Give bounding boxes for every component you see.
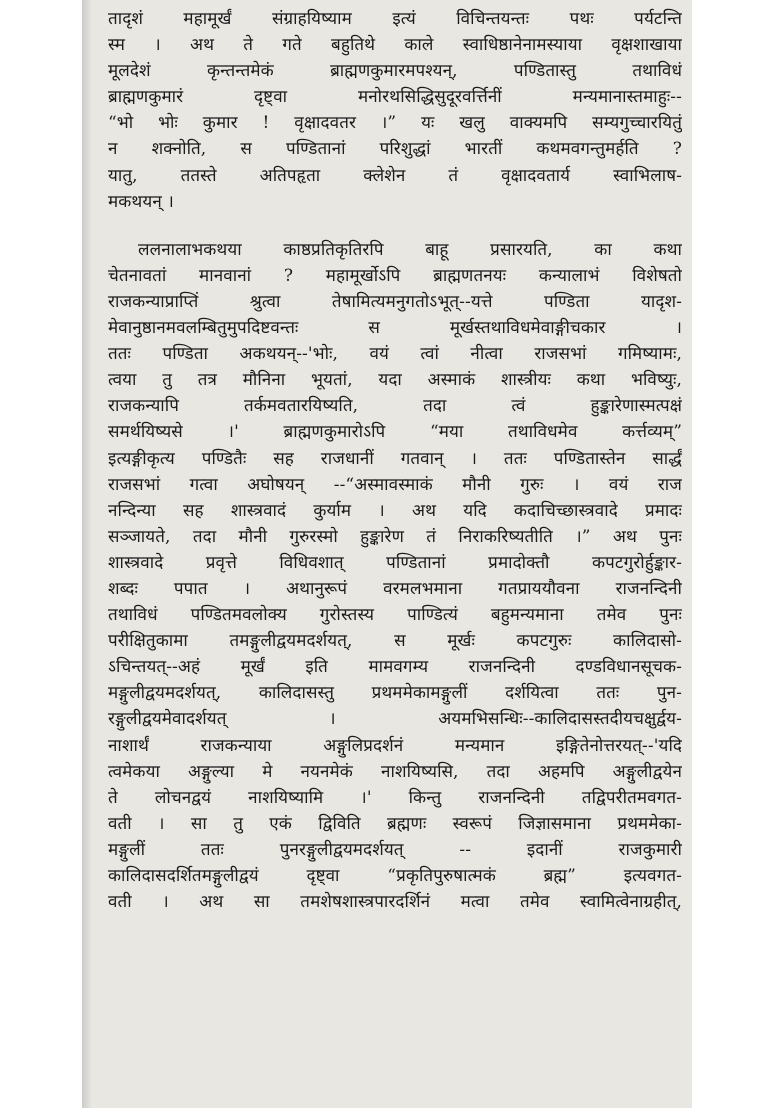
paragraph-2 xyxy=(108,237,682,915)
text-line: ललनालाभकथया काष्ठप्रतिकृतिरपि बाहू प्रसारयति, का कथा xyxy=(138,239,682,260)
text-line: मकथयन् । xyxy=(108,191,174,212)
text-line: ततः पण्डिता अकथयन्--'भोः, वयं त्वां नीत्वा राजसभां गमिष्यामः, xyxy=(108,344,682,365)
text-line: वती । सा तु एकं द्विविति ब्रह्मणः स्वरूपं जिज्ञासमाना प्रथममेका- xyxy=(108,813,682,834)
text-line: त्वया तु तत्र मौनिना भूयतां, यदा अस्माकं शास्त्रीयः कथा भविष्युः, xyxy=(108,370,682,391)
sanskrit-text-block xyxy=(108,6,682,915)
text-line: मङ्गुलीं ततः पुनरङ्गुलीद्वयमदर्शयत् -- इदानीं राजकुमारी xyxy=(108,839,682,860)
text-line: यातु, ततस्ते अतिपहृता क्लेशेन तं वृक्षादवतार्य स्वाभिलाष- xyxy=(108,165,682,186)
text-line: इत्यङ्गीकृत्य पण्डितैः सह राजधानीं गतवान् । ततः पण्डितास्तेन सार्द्धं xyxy=(108,448,682,469)
text-line: ब्राह्मणकुमारं दृष्ट्वा मनोरथसिद्धिसुदूरवर्त्तिनीं मन्यमानास्तमाहुः-- xyxy=(108,87,682,108)
text-line: न शक्नोति, स पण्डितानां परिशुद्धां भारतीं कथमवगन्तुमर्हति ? xyxy=(108,139,682,160)
text-line: राजकन्याप्राप्तिं श्रुत्वा तेषामित्यमनुगतोऽभूत्--यत्ते पण्डिता यादृश- xyxy=(108,291,682,312)
text-line: “भो भोः कुमार ! वृक्षादवतर ।” यः खलु वाक्यमपि सम्यगुच्चारयितुं xyxy=(108,113,682,134)
text-line: नन्दिन्या सह शास्त्रवादं कुर्याम । अथ यदि कदाचिच्छास्त्रवादे प्रमादः xyxy=(108,500,682,521)
text-line: ऽचिन्तयत्--अहं मूर्खं इति मामवगम्य राजनन्दिनी दण्डविधानसूचक- xyxy=(108,657,682,678)
text-line: मङ्गुलीद्वयमदर्शयत्, कालिदासस्तु प्रथममेकामङ्गुलीं दर्शयित्वा ततः पुन- xyxy=(108,683,682,704)
text-line: वती । अथ सा तमशेषशास्त्रपारदर्शिनं मत्वा तमेव स्वामित्वेनाग्रहीत्, xyxy=(108,892,682,913)
text-line: समर्थयिष्यसे ।' ब्राह्मणकुमारोऽपि “मया तथाविधमेव कर्त्तव्यम्” xyxy=(108,422,682,443)
text-line: सञ्जायते, तदा मौनी गुरुरस्मो हुङ्कारेण तं निराकरिष्यतीति ।” अथ पुनः xyxy=(108,526,682,547)
text-line: कालिदासदर्शितमङ्गुलीद्वयं दृष्ट्वा “प्रकृतिपुरुषात्मकं ब्रह्म” इत्यवगत- xyxy=(108,866,682,886)
paragraph-spacer xyxy=(108,215,682,237)
text-line: मूलदेशं कृन्तन्तमेकं ब्राह्मणकुमारमपश्यन्, पण्डितास्तु तथाविधं xyxy=(108,61,682,82)
text-line: चेतनावतां मानवानां ? महामूर्खोऽपि ब्राह्मणतनयः कन्यालाभं विशेषतो xyxy=(108,265,682,286)
text-line: त्वमेकया अङ्गुल्या मे नयनमेकं नाशयिष्यसि, तदा अहमपि अङ्गुलीद्वयेन xyxy=(108,761,682,782)
book-page xyxy=(82,0,692,1108)
paragraph-1 xyxy=(108,6,682,215)
text-line: रङ्गुलीद्वयमेवादर्शयत् । अयमभिसन्धिः--कालिदासस्तदीयचक्षुर्द्वय- xyxy=(108,709,682,730)
text-line: तथाविधं पण्डितमवलोक्य गुरोस्तस्य पाण्डित्यं बहुमन्यमाना तमेव पुनः xyxy=(108,605,682,626)
text-line: नाशार्थं राजकन्याया अङ्गुलिप्रदर्शनं मन्यमान इङ्गितेनोत्तरयत्--'यदि xyxy=(108,735,682,756)
text-line: ते लोचनद्वयं नाशयिष्यामि ।' किन्तु राजनन्दिनी तद्विपरीतमवगत- xyxy=(108,787,682,808)
text-line: राजकन्यापि तर्कमवतारयिष्यति, तदा त्वं हुङ्कारेणास्मत्पक्षं xyxy=(108,396,682,417)
text-line: तादृशं महामूर्खं संग्राहयिष्याम इत्यं विचिन्तयन्तः पथः पर्यटन्ति xyxy=(108,9,682,29)
text-line: स्म । अथ ते गते बहुतिथे काले स्वाधिष्ठानेनामस्याया वृक्षशाखाया xyxy=(108,35,682,56)
text-line: परीक्षितुकामा तमङ्गुलीद्वयमदर्शयत्, स मूर्खः कपटगुरुः कालिदासो- xyxy=(108,631,682,652)
text-line: शास्त्रवादे प्रवृत्ते विधिवशात् पण्डितानां प्रमादोक्तौ कपटगुरोर्हुङ्कार- xyxy=(108,552,682,573)
text-line: राजसभां गत्वा अघोषयन् --“अस्मावस्माकं मौनी गुरुः । वयं राज xyxy=(108,474,682,495)
text-line: शब्दः पपात । अथानुरूपं वरमलभमाना गतप्राययौवना राजनन्दिनी xyxy=(108,578,682,599)
text-line: मेवानुष्ठानमवलम्बितुमुपदिष्टवन्तः स मूर्खस्तथाविधमेवाङ्गीचकार । xyxy=(108,318,682,339)
